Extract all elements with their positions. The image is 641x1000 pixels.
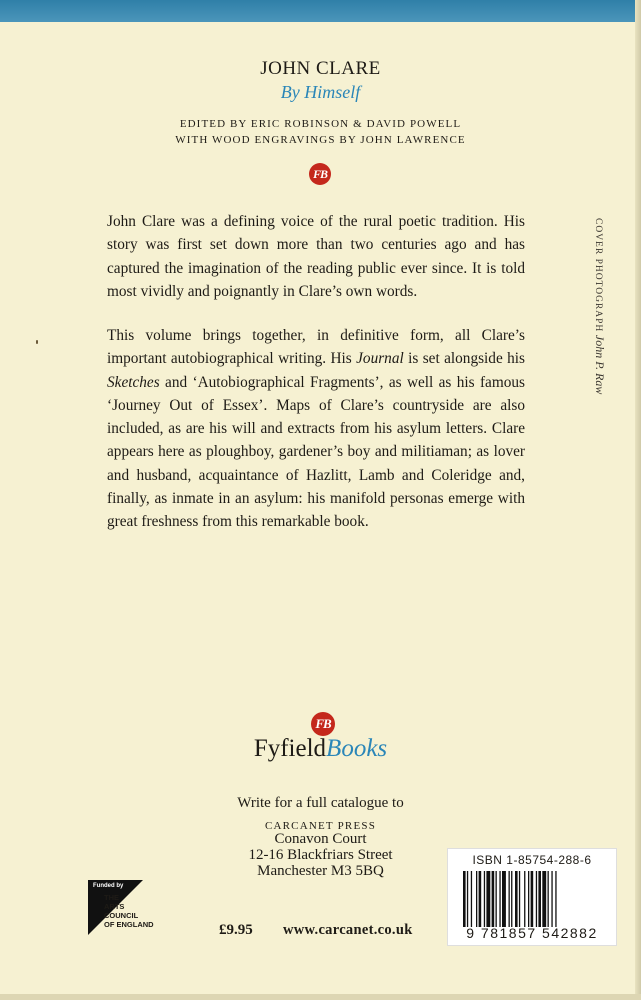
barcode-bar [476, 871, 477, 927]
barcode-bar [538, 871, 541, 927]
isbn-number: ISBN 1-85754-288-6 [472, 853, 592, 867]
barcode-bar [509, 871, 510, 927]
arts-council-line: OF ENGLAND [104, 920, 154, 929]
barcode-bar [515, 871, 518, 927]
blurb-text: and ‘Autobiographical Fragments’, as well as his famous ‘Journey Out of Essex’. Maps of Clare’s countryside are also included, as are his will and extracts from his asylum letters. Clare appears here as ploughboy, gardener’s boy and militiaman; as lover and husband, acquaintance of Hazlitt, Lamb and Coleridge and, finally, as inmate in an asylum: his manifold personas emerge with great freshness from this remarkable book. [107, 373, 525, 531]
engraving-credit: WITH WOOD ENGRAVINGS BY JOHN LAWRENCE [175, 134, 466, 146]
barcode-bar [524, 871, 525, 927]
cover-photo-credit [592, 218, 607, 394]
barcode-panel [447, 848, 617, 946]
barcode-bar [536, 871, 537, 927]
barcode-bar [496, 871, 497, 927]
cover-edge-bottom [0, 994, 641, 1000]
photo-credit-label: COVER PHOTOGRAPH [593, 218, 603, 333]
fb-logo-text: FB [312, 166, 327, 181]
ean-number: 9 781857 542882 [466, 925, 598, 941]
blurb-paragraph-1: John Clare was a defining voice of the rural poetic tradition. His story was first set down more than two centuries ago and has captured the imagination of the reading public ever since. It is told most vividly and poignantly in Clare’s own words. [107, 213, 525, 300]
sketches-title: Sketches [107, 373, 160, 391]
photographer-name: John P. Raw [593, 334, 607, 395]
barcode-bar [528, 871, 529, 927]
blurb-text: This volume brings together, in definitive form, all Clare’s important autobiographical writing. His [107, 327, 525, 368]
arts-council-name [104, 893, 154, 929]
website-url: www.carcanet.co.uk [283, 922, 413, 938]
barcode-bar [519, 871, 520, 927]
publisher-name: CARCANET PRESS [264, 820, 377, 832]
publisher-imprint [0, 735, 641, 763]
barcode-bar [548, 871, 549, 927]
book-title: JOHN CLARE [260, 58, 381, 79]
editor-credit: EDITED BY ERIC ROBINSON & DAVID POWELL [179, 118, 462, 130]
fb-logo-icon [311, 712, 335, 736]
barcode-bar [511, 871, 512, 927]
address-line: Manchester M3 5BQ [257, 863, 384, 879]
top-cover-band [0, 0, 641, 22]
blurb-text: is set alongside his [403, 350, 525, 368]
funded-by-label: Funded by [93, 883, 124, 889]
arts-council-line: THE [104, 893, 119, 902]
arts-council-line: ARTS [104, 902, 125, 911]
barcode-bar [479, 871, 482, 927]
barcode-bar [499, 871, 500, 927]
paper-mark [36, 340, 38, 344]
book-subtitle: By Himself [280, 82, 361, 102]
address-line: 12-16 Blackfriars Street [248, 847, 393, 863]
blurb-paragraph-2 [107, 324, 525, 534]
fb-logo-icon [309, 163, 331, 185]
barcode-bar [551, 871, 552, 927]
catalogue-note: Write for a full catalogue to [237, 795, 404, 811]
arts-council-line: COUNCIL [104, 911, 139, 920]
imprint-name-part1: Fyfield [253, 735, 327, 762]
price: £9.95 [219, 922, 253, 938]
barcode-bar [555, 871, 556, 927]
journal-title: Journal [356, 350, 404, 368]
barcode-bar [542, 871, 546, 927]
imprint-name-part2: Books [326, 735, 388, 762]
barcode-bar [471, 871, 472, 927]
address-line: Conavon Court [274, 831, 367, 847]
barcode-bar [486, 871, 490, 927]
barcode-bar [463, 871, 466, 927]
barcode-bar [531, 871, 534, 927]
barcode-icon [463, 871, 601, 927]
barcode-bar [492, 871, 495, 927]
fb-logo-text: FB [315, 716, 331, 731]
barcode-bar [467, 871, 468, 927]
barcode-bar [502, 871, 506, 927]
barcode-bar [484, 871, 485, 927]
